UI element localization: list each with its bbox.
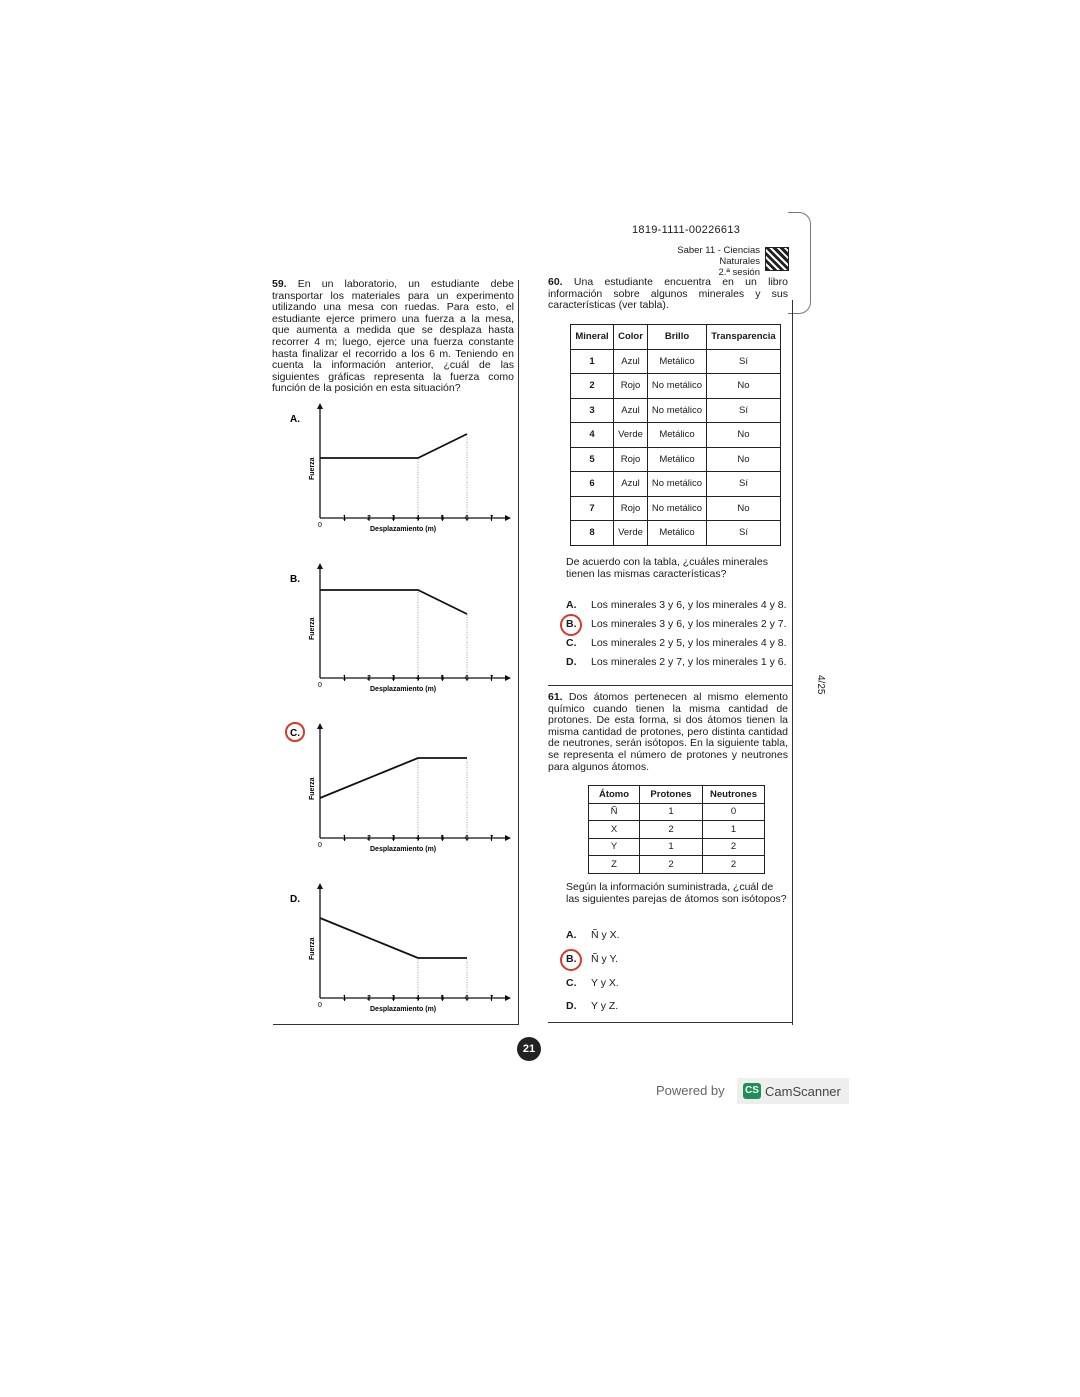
qr-code-icon [765,247,789,271]
question-60 [548,277,788,312]
tick-label: 7 [489,675,494,682]
table-cell: Rojo [614,496,648,521]
table-cell: Metálico [648,423,707,448]
option-letter: A. [566,929,577,941]
y-axis-label: Fuerza [309,937,316,960]
option-c-text: Y y X. [591,977,619,989]
table-row [571,447,781,472]
tick-label: 3 [391,515,396,522]
x-axis-arrow-icon [505,515,511,521]
option-d[interactable] [566,1000,577,1012]
option-d-text: Y y Z. [591,1000,619,1012]
table-header: Neutrones [703,786,765,804]
table-cell: 5 [571,447,614,472]
table-row [571,374,781,399]
tick-label: 3 [391,995,396,1002]
tick-label: 2 [367,515,371,522]
table-header-row [571,325,781,350]
graph-option-label: D. [290,894,300,905]
exam-title: Saber 11 - Ciencias Naturales [677,245,760,267]
question-text: Una estudiante encuentra en un libro información sobre algunos minerales y sus características (ver tabla). [548,276,788,312]
tick-label: 2 [367,995,371,1002]
table-cell: 3 [571,398,614,423]
tick-label: 3 [391,835,396,842]
table-row [589,821,765,839]
tick-label: 5 [440,835,445,842]
paper-clip-icon [788,212,811,314]
question-61 [548,692,788,773]
bottom-rule-right [548,1022,793,1023]
option-letter: C. [566,637,577,649]
table-cell: No [707,447,781,472]
tick-label: 5 [440,675,445,682]
table-cell: 2 [640,821,703,839]
tick-label: 6 [465,675,469,682]
question-text: Dos átomos pertenecen al mismo elemento químico cuando tienen la misma cantidad de protones. De esta forma, si dos átomos tienen la misma cantidad de protones, pero distinta cantidad de neutrones, serán isótopos. En la siguiente tabla, se representa el número de protones y neutrones para algunos átomos. [548,691,789,773]
document-id: 1819-1111-00226613 [632,224,741,236]
graph-option-label: B. [290,574,300,585]
tick-label: 6 [465,515,469,522]
tick-label: 0 [318,522,322,529]
option-c-text: Los minerales 2 y 5, y los minerales 4 y 8. [591,637,787,649]
option-letter: C. [566,977,577,989]
table-cell: Verde [614,423,648,448]
table-cell: Sí [707,521,781,546]
table-cell: 2 [640,856,703,874]
exam-header [636,245,760,278]
table-cell: Azul [614,472,648,497]
tick-label: 1 [342,675,347,682]
series-line [320,918,467,958]
table-header: Átomo [589,786,640,804]
table-cell: Azul [614,349,648,374]
option-letter: D. [566,656,577,668]
table-cell: Z [589,856,640,874]
table-cell: Sí [707,398,781,423]
graph-option-label: A. [290,414,300,425]
series-line [320,758,467,798]
tick-label: 2 [367,675,371,682]
y-axis-arrow-icon [317,403,323,409]
option-b-text: Los minerales 3 y 6, y los minerales 2 y 7. [591,618,787,630]
powered-by-label: Powered by [656,1083,725,1098]
tick-label: 1 [342,515,347,522]
table-cell: X [589,821,640,839]
table-cell: Ñ [589,803,640,821]
tick-label: 5 [440,995,445,1002]
table-cell: Y [589,838,640,856]
option-b-text: Ñ y Y. [591,953,619,965]
tick-label: 0 [318,1002,322,1009]
table-cell: Sí [707,349,781,374]
series-line [320,590,467,614]
table-cell: No metálico [648,496,707,521]
table-row [571,398,781,423]
table-header: Mineral [571,325,614,350]
table-cell: Rojo [614,374,648,399]
question-59 [272,279,514,395]
table-cell: 2 [571,374,614,399]
option-d[interactable] [566,656,577,668]
y-axis-arrow-icon [317,723,323,729]
tick-label: 0 [318,682,322,689]
x-axis-label: Desplazamiento (m) [370,526,437,533]
page-number: 21 [517,1037,541,1061]
tick-label: 7 [489,835,494,842]
table-cell: No [707,496,781,521]
y-axis-arrow-icon [317,883,323,889]
camscanner-brand: CamScanner [765,1084,841,1099]
table-cell: Metálico [648,521,707,546]
question-text: En un laboratorio, un estudiante debe transportar los materiales para un experimento utilizando una mesa con ruedas. Para esto, el estudiante ejerce primero una fuerza a la mesa, que aumenta a medida que se desplaza hasta recorrer 4 m; luego, ejerce una fuerza constante hasta finalizar el recorrido a los 6 m. Teniendo en cuenta la información anterior, ¿cuál de las siguientes gráficas representa la fuerza como función de la posición en esta situación? [272,278,514,395]
tick-label: 6 [465,995,469,1002]
table-row [571,521,781,546]
table-cell: No metálico [648,472,707,497]
x-axis-arrow-icon [505,995,511,1001]
y-axis-label: Fuerza [309,457,316,480]
table-cell: Sí [707,472,781,497]
option-letter: B. [566,618,577,630]
column-divider-right [792,300,793,1025]
x-axis-label: Desplazamiento (m) [370,686,437,693]
table-cell: 1 [703,821,765,839]
table-cell: Metálico [648,349,707,374]
option-letter: B. [566,953,577,965]
option-a-text: Ñ y X. [591,929,620,941]
option-d-text: Los minerales 2 y 7, y los minerales 1 y 6. [591,656,787,668]
minerals-table [570,324,781,546]
tick-label: 1 [342,835,347,842]
x-axis-arrow-icon [505,835,511,841]
question-number: 61. [548,691,563,703]
table-row [589,803,765,821]
table-row [589,838,765,856]
table-cell: No [707,423,781,448]
tick-label: 7 [489,515,494,522]
tick-label: 6 [465,835,469,842]
tick-label: 0 [318,842,322,849]
option-c[interactable] [566,977,577,989]
table-cell: No metálico [648,398,707,423]
question-separator [548,685,793,686]
table-row [571,423,781,448]
table-cell: 8 [571,521,614,546]
y-axis-arrow-icon [317,563,323,569]
table-header: Brillo [648,325,707,350]
graph-c [286,723,511,853]
table-header: Protones [640,786,703,804]
table-cell: Rojo [614,447,648,472]
table-cell: 1 [640,838,703,856]
question-number: 59. [272,278,287,290]
table-header-row [589,786,765,804]
option-letter: A. [566,599,577,611]
tick-label: 4 [416,835,420,842]
option-a[interactable] [566,929,577,941]
table-cell: 2 [703,838,765,856]
table-cell: 7 [571,496,614,521]
table-row [571,349,781,374]
table-cell: 6 [571,472,614,497]
table-cell: 0 [703,803,765,821]
table-header: Transparencia [707,325,781,350]
table-row [589,856,765,874]
tick-label: 5 [440,515,445,522]
table-cell: 1 [571,349,614,374]
tick-label: 3 [391,675,396,682]
exam-session: 2.ª sesión [718,267,760,278]
table-cell: Metálico [648,447,707,472]
graph-d [290,883,511,1013]
x-axis-arrow-icon [505,675,511,681]
tick-label: 4 [416,995,420,1002]
graph-a [290,403,511,533]
table-header: Color [614,325,648,350]
x-axis-label: Desplazamiento (m) [370,1006,437,1013]
bottom-rule-left [273,1024,519,1025]
graphs-panel [270,400,520,1020]
option-c[interactable] [566,637,577,649]
answer-circle [560,949,582,971]
series-line [320,434,467,458]
tick-label: 1 [342,995,347,1002]
option-a[interactable] [566,599,577,611]
table-cell: Verde [614,521,648,546]
table-cell: 1 [640,803,703,821]
y-axis-label: Fuerza [309,777,316,800]
question-number: 60. [548,276,563,288]
question-61-prompt: Según la información suministrada, ¿cuál de las siguientes parejas de átomos son isótopos? [566,881,787,905]
table-cell: 2 [703,856,765,874]
table-cell: No metálico [648,374,707,399]
y-axis-label: Fuerza [309,617,316,640]
camscanner-logo-icon: CS [743,1083,761,1099]
atoms-table [588,785,765,874]
option-letter: D. [566,1000,577,1012]
x-axis-label: Desplazamiento (m) [370,846,437,853]
tick-label: 4 [416,675,420,682]
tick-label: 2 [367,835,371,842]
table-row [571,472,781,497]
question-60-prompt: De acuerdo con la tabla, ¿cuáles minerales tienen las mismas características? [566,556,768,580]
graph-b [290,563,511,693]
side-page-number: 4/25 [815,675,826,695]
option-a-text: Los minerales 3 y 6, y los minerales 4 y 8. [591,599,787,611]
table-cell: 4 [571,423,614,448]
graph-option-label: C. [290,728,300,739]
tick-label: 7 [489,995,494,1002]
table-row [571,496,781,521]
table-cell: Azul [614,398,648,423]
table-cell: No [707,374,781,399]
answer-circle [560,614,582,636]
tick-label: 4 [416,515,420,522]
